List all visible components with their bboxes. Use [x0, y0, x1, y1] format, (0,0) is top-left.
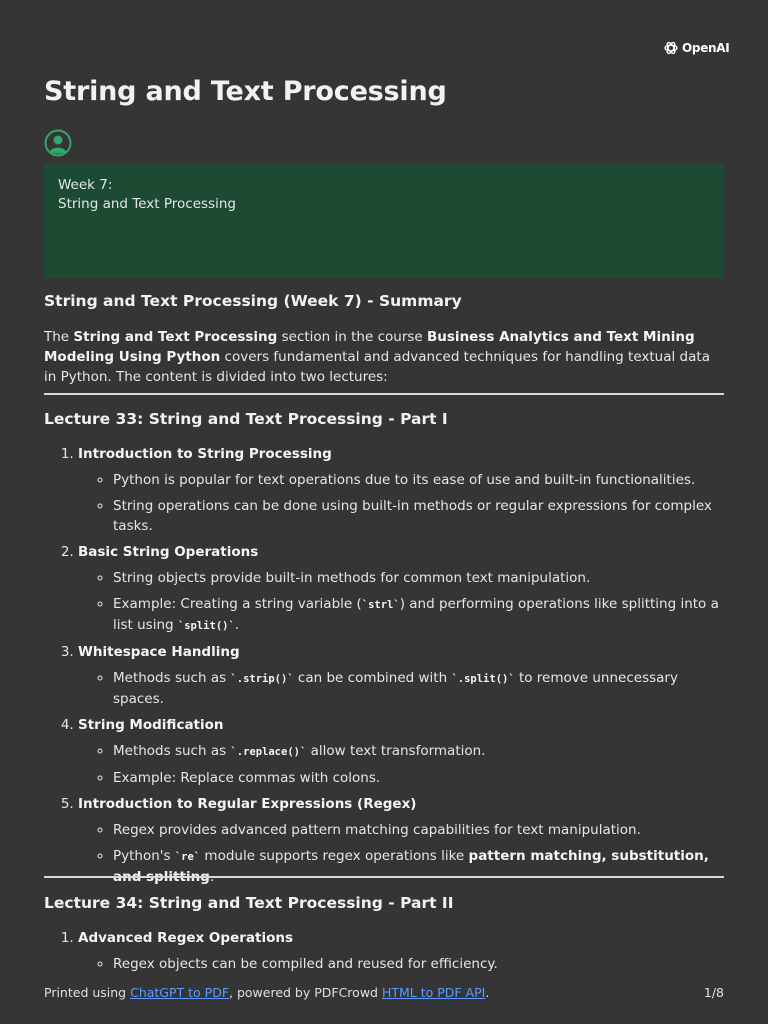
summary-bold: String and Text Processing [73, 329, 278, 345]
list-item [78, 444, 724, 536]
divider [44, 876, 724, 878]
bold-text: pattern matching, substitution, and splitting [113, 848, 709, 885]
list-item [78, 715, 724, 788]
inline-code: `.replace()` [230, 746, 307, 758]
sub-list-item: ◦ Example: Replace commas with colons. [113, 768, 724, 788]
summary-section [44, 291, 724, 387]
text: Example: Creating a string variable ( [113, 596, 362, 612]
footer-text: . [485, 985, 490, 1000]
page-number: 1/8 [703, 985, 724, 1000]
sub-list [78, 954, 724, 974]
item-title: Whitespace Handling [78, 644, 240, 660]
page-footer [44, 985, 724, 1000]
chatgpt-to-pdf-link[interactable]: ChatGPT to PDF [130, 985, 230, 1000]
item-title: Introduction to String Processing [78, 446, 332, 462]
inline-code: `split()` [177, 620, 235, 632]
sub-list-item: ◦ String objects provide built-in methods for common text manipulation. [113, 568, 724, 588]
text: ) and performing operations like splitting into a list using [113, 596, 719, 633]
sub-list-item: ◦ Regex provides advanced pattern matching capabilities for text manipulation. [113, 820, 724, 840]
sub-list-item: ◦ Python is popular for text operations due to its ease of use and built-in functionalities. [113, 470, 724, 490]
text: can be combined with [293, 670, 452, 686]
sub-list-item [113, 668, 724, 709]
lecture-34-list [44, 928, 724, 974]
list-item [78, 928, 724, 974]
sub-list [78, 568, 724, 636]
page-title: String and Text Processing [44, 76, 447, 107]
text: . [209, 869, 215, 885]
item-title: Advanced Regex Operations [78, 930, 293, 946]
user-message-box [44, 163, 724, 278]
summary-text: The [44, 329, 74, 345]
text: . [234, 617, 240, 633]
inline-code: `.split()` [451, 673, 515, 685]
html-to-pdf-api-link[interactable]: HTML to PDF API [381, 985, 486, 1000]
footer-text: Printed using [44, 985, 131, 1000]
sub-list-item: ◦ String operations can be done using built-in methods or regular expressions for complex tasks. [113, 496, 724, 536]
text: Methods such as [113, 743, 231, 759]
sub-list [78, 668, 724, 709]
text: module supports regex operations like [200, 848, 469, 864]
sub-list-item [113, 846, 724, 887]
list-item [78, 794, 724, 887]
lecture-33-list [44, 444, 724, 887]
item-title: Introduction to Regular Expressions (Regex) [78, 796, 417, 812]
text: allow text transformation. [306, 743, 486, 759]
week-topic: String and Text Processing [58, 196, 236, 212]
list-item [78, 542, 724, 636]
lecture-33-section [44, 409, 724, 893]
sub-list [78, 741, 724, 788]
inline-code: `.strip()` [230, 673, 294, 685]
footer-text: , powered by PDFCrowd [229, 985, 382, 1000]
sub-list-item: ◦ Regex objects can be compiled and reused for efficiency. [113, 954, 724, 974]
summary-bold: Business Analytics and Text Mining Modeling Using Python [44, 329, 695, 365]
text: Python's [113, 848, 175, 864]
sub-list-item [113, 741, 724, 762]
lecture-34-heading: Lecture 34: String and Text Processing - Part II [44, 894, 454, 912]
user-avatar-icon [44, 129, 72, 157]
lecture-34-section [44, 893, 724, 980]
divider [44, 393, 724, 395]
summary-heading: String and Text Processing (Week 7) - Summary [44, 292, 462, 310]
footer-credit [44, 985, 489, 1000]
summary-text: section in the course [277, 329, 427, 345]
inline-code: `strl` [361, 599, 400, 611]
summary-text: covers fundamental and advanced techniques for handling textual data in Python. The content is divided into two lectures: [44, 349, 710, 385]
openai-logo [663, 40, 729, 56]
lecture-33-heading: Lecture 33: String and Text Processing - Part I [44, 410, 448, 428]
item-title: String Modification [78, 717, 224, 733]
summary-paragraph [44, 327, 724, 387]
list-item [78, 642, 724, 709]
week-label: Week 7: [58, 177, 113, 193]
sub-list [78, 470, 724, 536]
sub-list-item [113, 594, 724, 636]
text: to remove unnecessary spaces. [113, 670, 678, 707]
openai-logo-icon [663, 40, 679, 56]
openai-logo-text: OpenAI [682, 41, 730, 55]
text: Methods such as [113, 670, 231, 686]
inline-code: `re` [174, 851, 201, 863]
item-title: Basic String Operations [78, 544, 259, 560]
